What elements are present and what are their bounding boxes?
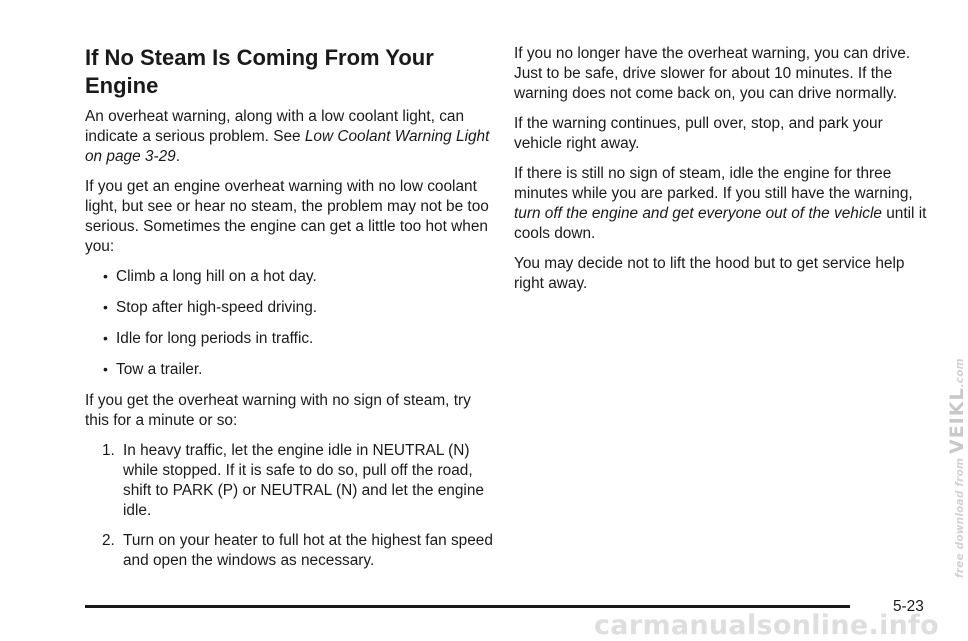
- footer-rule: [85, 605, 850, 608]
- step-text: In heavy traffic, let the engine idle in NEUTRAL (N) while stopped. If it is safe to do so, pull off the road, shift to PARK (P) or NEUTRAL (N) and let the engine idle.: [123, 442, 484, 519]
- watermark-suffix: .com: [954, 358, 966, 388]
- list-item: [85, 360, 495, 380]
- left-column: [85, 44, 495, 581]
- no-warning-paragraph: If you no longer have the overheat warning, you can drive. Just to be safe, drive slower for about 10 minutes. If the warning does not come back on, you can drive normally.: [514, 45, 911, 102]
- steps-list: [85, 441, 495, 571]
- section-heading: If No Steam Is Coming From Your Engine: [85, 45, 434, 98]
- cross-reference-link[interactable]: Low Coolant Warning Light on page 3-29: [85, 128, 490, 165]
- bullet-icon: •: [103, 268, 108, 284]
- list-item: [85, 267, 495, 287]
- step-item: [85, 531, 495, 571]
- right-column: [514, 44, 934, 304]
- step-number: 1.: [102, 442, 115, 459]
- intro-end: .: [175, 148, 180, 165]
- list-item: [85, 298, 495, 318]
- service-paragraph: You may decide not to lift the hood but to get service help right away.: [514, 255, 905, 292]
- list-item-text: Climb a long hill on a hot day.: [116, 268, 317, 285]
- step-number: 2.: [102, 532, 115, 549]
- condition-paragraph: If you get an engine overheat warning with no low coolant light, but see or hear no steam, the problem may not be too serious. Sometimes the engine can get a little too hot when you:: [85, 178, 489, 255]
- still-no-steam-text: If there is still no sign of steam, idle the engine for three minutes while you are parked. If you still have the warning,: [514, 165, 913, 202]
- intro-paragraph: [85, 107, 495, 167]
- instruction-paragraph: If you get the overheat warning with no sign of steam, try this for a minute or so:: [85, 392, 471, 429]
- emphasis-text: turn off the engine and get everyone out of the vehicle: [514, 205, 882, 222]
- page-number: 5-23: [893, 598, 924, 615]
- list-item-text: Stop after high-speed driving.: [116, 299, 318, 316]
- list-item-text: Tow a trailer.: [116, 361, 203, 378]
- causes-list: [85, 267, 495, 380]
- watermark-brand: VEIKL: [946, 387, 968, 455]
- step-text: Turn on your heater to full hot at the highest fan speed and open the windows as necessary.: [123, 532, 493, 569]
- bullet-icon: •: [103, 330, 108, 346]
- list-item-text: Idle for long periods in traffic.: [116, 330, 314, 347]
- watermark-prefix: free download from: [954, 454, 966, 578]
- vertical-watermark: [946, 358, 968, 578]
- still-no-steam-end: until it cools down.: [514, 205, 927, 242]
- list-item: [85, 329, 495, 349]
- step-item: [85, 441, 495, 521]
- bottom-watermark: carmanualsonline.info: [594, 610, 940, 641]
- intro-text: An overheat warning, along with a low coolant light, can indicate a serious problem. See: [85, 108, 465, 145]
- bullet-icon: •: [103, 299, 108, 315]
- warning-continues-paragraph: If the warning continues, pull over, stop, and park your vehicle right away.: [514, 115, 883, 152]
- bullet-icon: •: [103, 361, 108, 377]
- still-no-steam-paragraph: [514, 164, 934, 244]
